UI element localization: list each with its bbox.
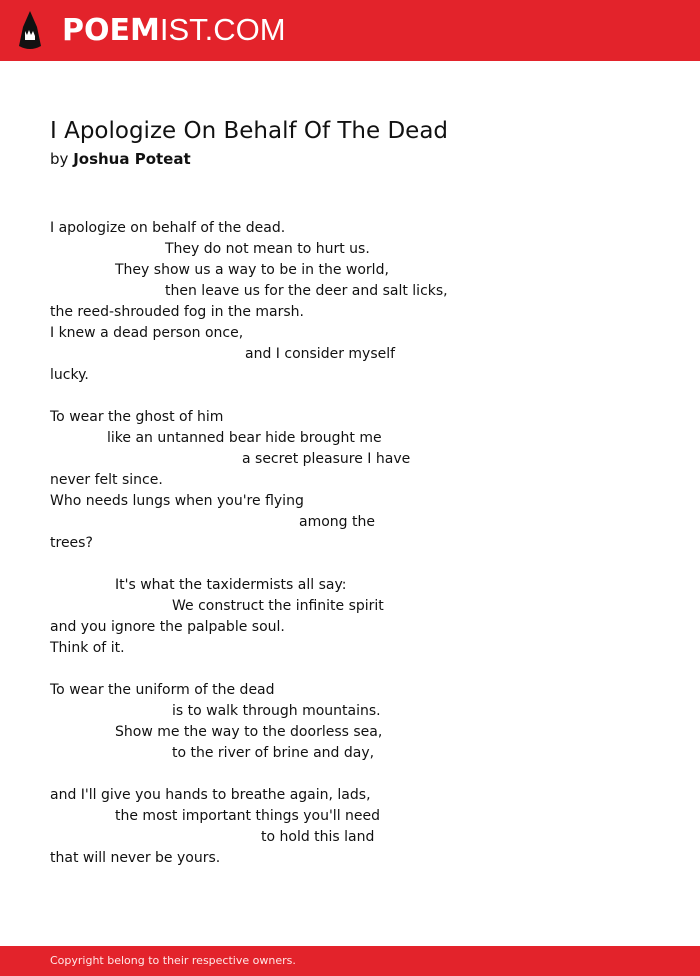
poem-stanza-break	[50, 554, 650, 575]
poem-line: lucky.	[50, 367, 89, 383]
poem-line: a secret pleasure I have	[242, 451, 411, 467]
poem-line: never felt since.	[50, 472, 163, 488]
poem-title: I Apologize On Behalf Of The Dead	[50, 118, 449, 144]
poem-line: then leave us for the deer and salt licks,	[165, 283, 448, 299]
poem-line: We construct the infinite spirit	[172, 598, 384, 614]
poem-line: trees?	[50, 535, 93, 551]
poem-line: To wear the ghost of him	[50, 409, 224, 425]
poem-line: that will never be yours.	[50, 850, 221, 866]
poem-author: Joshua Poteat	[73, 150, 191, 168]
poem-line: is to walk through mountains.	[172, 703, 381, 719]
pencil-icon[interactable]	[17, 10, 43, 51]
poem-line: Who needs lungs when you're flying	[50, 493, 304, 509]
poem-line: Think of it.	[50, 640, 125, 656]
site-header	[0, 0, 700, 61]
poem-line: I apologize on behalf of the dead.	[50, 220, 286, 236]
poem-byline	[50, 148, 191, 170]
byline-prefix: by	[50, 150, 69, 168]
poem-line: It's what the taxidermists all say:	[115, 577, 347, 593]
poem-line: They do not mean to hurt us.	[165, 241, 370, 257]
poem-line: the most important things you'll need	[115, 808, 381, 824]
poem-line: among the	[299, 514, 375, 530]
poem-stanza-break	[50, 386, 650, 407]
poem-line: They show us a way to be in the world,	[115, 262, 389, 278]
site-logo[interactable]	[62, 12, 286, 49]
poem-line: and I'll give you hands to breathe again, lads,	[50, 787, 371, 803]
poem-line: the reed-shrouded fog in the marsh.	[50, 304, 304, 320]
poem-line: and you ignore the palpable soul.	[50, 619, 285, 635]
copyright-notice: Copyright belong to their respective owners.	[50, 954, 296, 967]
poem-stanza-break	[50, 659, 650, 680]
poem-line: to hold this land	[261, 829, 375, 845]
poem-line: To wear the uniform of the dead	[50, 682, 275, 698]
poem-body	[50, 218, 650, 869]
poem-line: I knew a dead person once,	[50, 325, 244, 341]
logo-bold-text: POEM	[62, 13, 160, 48]
poem-line: and I consider myself	[245, 346, 396, 362]
poem-line: like an untanned bear hide brought me	[107, 430, 382, 446]
poem-line: to the river of brine and day,	[172, 745, 375, 761]
poem-stanza-break	[50, 764, 650, 785]
site-footer	[0, 946, 700, 976]
poem-line: Show me the way to the doorless sea,	[115, 724, 383, 740]
logo-light-text: IST.COM	[159, 12, 286, 47]
